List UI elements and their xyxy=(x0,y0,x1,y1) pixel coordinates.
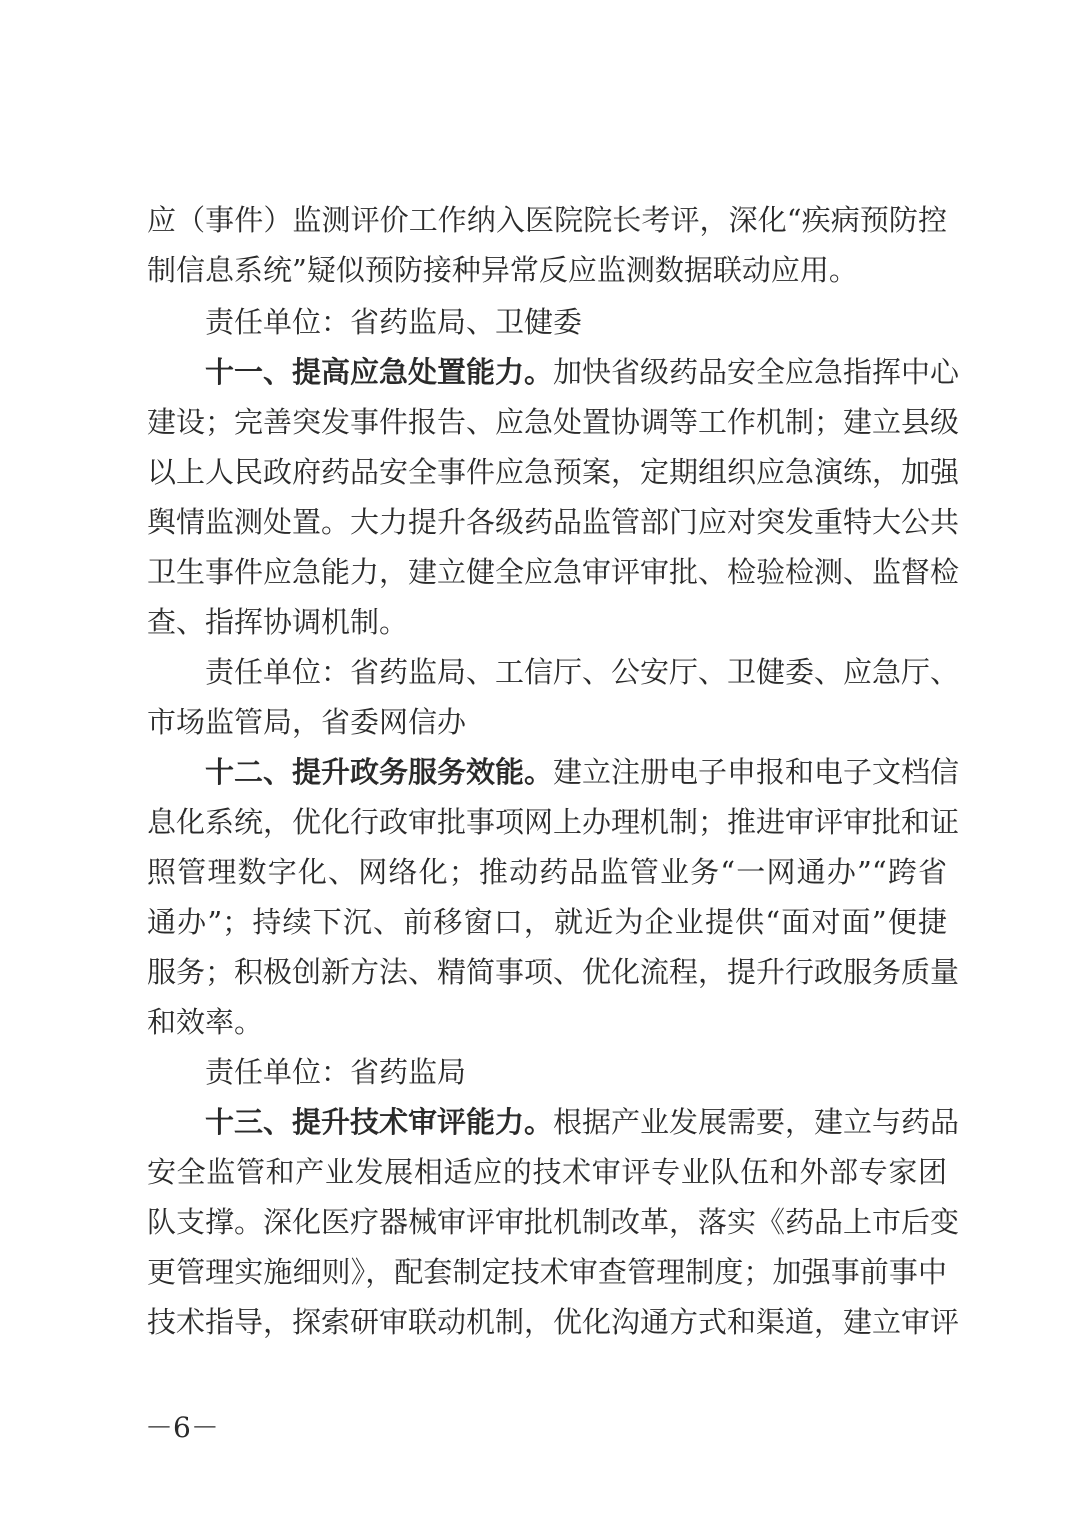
section-11-first-line xyxy=(205,347,960,397)
body-line: 服务；积极创新方法、精简事项、优化流程，提升行政服务质量 xyxy=(147,955,960,989)
body-line: 查、指挥协调机制。 xyxy=(147,605,409,639)
body-line: 舆情监测处置。大力提升各级药品监管部门应对突发重特大公共 xyxy=(147,505,960,539)
section-12-first-line xyxy=(205,747,960,797)
body-text: 根据产业发展需要，建立与药品 xyxy=(553,1105,960,1139)
section-heading: 十一、提高应急处置能力。 xyxy=(205,355,554,389)
page-number: －6－ xyxy=(145,1411,219,1444)
body-line: 通办”；持续下沉、前移窗口，就近为企业提供“面对面”便捷 xyxy=(147,905,947,939)
responsible-units: 责任单位：省药监局 xyxy=(205,1055,467,1089)
body-line: 照管理数字化、网络化；推动药品监管业务“一网通办”“跨省 xyxy=(147,855,947,889)
body-text: 建立注册电子申报和电子文档信 xyxy=(553,755,960,789)
body-line: 制信息系统”疑似预防接种异常反应监测数据联动应用。 xyxy=(147,253,858,287)
body-line: 队支撑。深化医疗器械审评审批机制改革，落实《药品上市后变 xyxy=(147,1205,960,1239)
responsible-units: 责任单位：省药监局、工信厅、公安厅、卫健委、应急厅、 xyxy=(205,655,960,689)
body-line: 和效率。 xyxy=(147,1005,264,1039)
body-line: 建设；完善突发事件报告、应急处置协调等工作机制；建立县级 xyxy=(147,405,960,439)
body-line: 卫生事件应急能力，建立健全应急审评审批、检验检测、监督检 xyxy=(147,555,960,589)
body-line: 更管理实施细则》，配套制定技术审查管理制度；加强事前事中 xyxy=(147,1255,947,1289)
section-heading: 十三、提升技术审评能力。 xyxy=(205,1105,554,1139)
body-line: 技术指导，探索研审联动机制，优化沟通方式和渠道，建立审评 xyxy=(147,1305,960,1339)
body-line: 以上人民政府药品安全事件应急预案，定期组织应急演练，加强 xyxy=(147,455,960,489)
body-line: 息化系统，优化行政审批事项网上办理机制；推进审评审批和证 xyxy=(147,805,960,839)
responsible-units: 责任单位：省药监局、卫健委 xyxy=(205,305,583,339)
section-heading: 十二、提升政务服务效能。 xyxy=(205,755,554,789)
section-13-first-line xyxy=(205,1097,960,1147)
body-line: 安全监管和产业发展相适应的技术审评专业队伍和外部专家团 xyxy=(147,1155,947,1189)
body-text: 加快省级药品安全应急指挥中心 xyxy=(553,355,960,389)
responsible-units-cont: 市场监管局，省委网信办 xyxy=(147,705,467,739)
body-line: 应（事件）监测评价工作纳入医院院长考评，深化“疾病预防控 xyxy=(147,203,947,237)
